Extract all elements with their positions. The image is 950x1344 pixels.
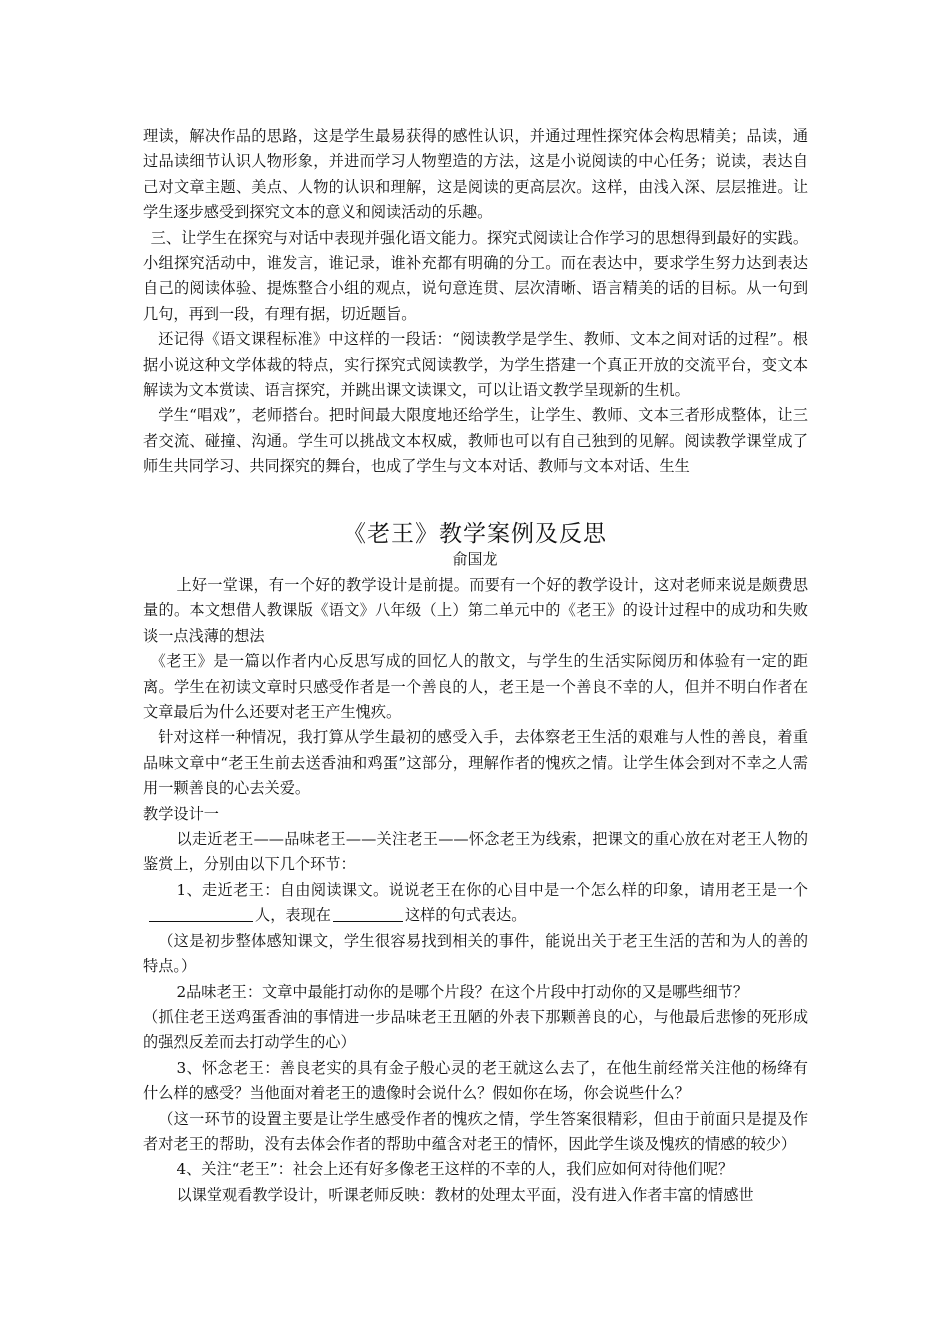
paragraph: （抓住老王送鸡蛋香油的事情进一步品味老王丑陋的外表下那颗善良的心，与他最后悲惨的死形成的强烈反差而去打动学生的心） [143, 1007, 808, 1052]
paragraph: 三、让学生在探究与对话中表现并强化语文能力。探究式阅读让合作学习的思想得到最好的实践。小组探究活动中，谁发言，谁记录，谁补充都有明确的分工。而在表达中，要求学生努力达到表达自己的阅读体验、提炼整合小组的观点，说句意连贯、层次清晰、语言精美的话的目标。从一句到几句，再到一段，有理有据，切近题旨。 [143, 228, 808, 323]
article-author: 俞国龙 [452, 550, 498, 568]
paragraph: 上好一堂课，有一个好的教学设计是前提。而要有一个好的教学设计，这对老师来说是颇费思量的。本文想借人教课版《语文》八年级（上）第二单元中的《老王》的设计过程中的成功和失败谈一点浅薄的想法 [143, 576, 808, 645]
article-body [143, 573, 808, 1208]
step-1-text-b: 人，表现在 [255, 906, 331, 925]
fill-in-blank [333, 905, 403, 922]
paragraph: （这是初步整体感知课文，学生很容易找到相关的事件，能说出关于老王生活的苦和为人的善的特点。） [143, 931, 808, 976]
paragraph: 以走近老王——品味老王——关注老王——怀念老王为线索，把课文的重心放在对老王人物的鉴赏上，分别由以下几个环节： [143, 830, 808, 874]
fill-in-blank [149, 905, 253, 922]
paragraph: 理读，解决作品的思路，这是学生最易获得的感性认识，并通过理性探究体会构思精美；品读，通过品读细节认识人物形象，并进而学习人物塑造的方法，这是小说阅读的中心任务；说读，表达自己对文章主题、美点、人物的认识和理解，这是阅读的更高层次。这样，由浅入深、层层推进。让学生逐步感受到探究文本的意义和阅读活动的乐趣。 [143, 127, 808, 222]
paragraph: 还记得《语文课程标准》中这样的一段话：“阅读教学是学生、教师、文本之间对话的过程”。根据小说这种文学体裁的特点，实行探究式阅读教学，为学生搭建一个真正开放的交流平台，变文本解读为文本赏读、语言探究，并跳出课文读课文，可以让语文教学呈现新的生机。 [143, 330, 808, 400]
previous-article-continuation [143, 124, 808, 480]
paragraph: （这一环节的设置主要是让学生感受作者的愧疚之情，学生答案很精彩，但由于前面只是提及作者对老王的帮助，没有去体会作者的帮助中蕴含对老王的情怀，因此学生谈及愧疚的情感的较少） [143, 1109, 808, 1153]
paragraph: 以课堂观看教学设计，听课老师反映：教材的处理太平面，没有进入作者丰富的情感世 [176, 1185, 754, 1204]
step-1-text-c: 这样的句式表达。 [404, 906, 527, 925]
paragraph: 《老王》是一篇以作者内心反思写成的回忆人的散文，与学生的生活实际阅历和体验有一定的距离。学生在初读文章时只感受作者是一个善良的人，老王是一个善良不幸的人，但并不明白作者在文章最后为什么还要对老王产生愧疚。 [143, 652, 808, 722]
article-title: 《老王》教学案例及反思 [343, 521, 607, 547]
step-3: 3、怀念老王：善良老实的具有金子般心灵的老王就这么去了，在他生前经常关注他的杨绛有什么样的感受？当他面对着老王的遗像时会说什么？假如你在场，你会说些什么？ [143, 1058, 808, 1103]
step-2: 2品味老王：文章中最能打动你的是哪个片段？在这个片段中打动你的又是哪些细节？ [176, 982, 749, 1001]
paragraph: 学生“唱戏”，老师搭台。把时间最大限度地还给学生，让学生、教师、文本三者形成整体，让三者交流、碰撞、沟通。学生可以挑战文本权威，教师也可以有自己独到的见解。阅读教学课堂成了师生共同学习、共同探究的舞台，也成了学生与文本对话、教师与文本对话、生生 [143, 406, 808, 476]
step-1-text-a: 1、走近老王：自由阅读课文。说说老王在你的心目中是一个怎么样的印象，请用老王是一个 [176, 880, 808, 899]
paragraph: 针对这样一种情况，我打算从学生最初的感受入手，去体察老王生活的艰难与人性的善良，着重品味文章中“老王生前去送香油和鸡蛋”这部分，理解作者的愧疚之情。让学生体会到对不幸之人需用一颗善良的心去关爱。 [143, 728, 808, 798]
step-1 [143, 878, 808, 929]
section-heading: 教学设计一 [143, 804, 219, 823]
step-4: 4、关注“老王”：社会上还有好多像老王这样的不幸的人，我们应如何对待他们呢？ [176, 1160, 734, 1179]
